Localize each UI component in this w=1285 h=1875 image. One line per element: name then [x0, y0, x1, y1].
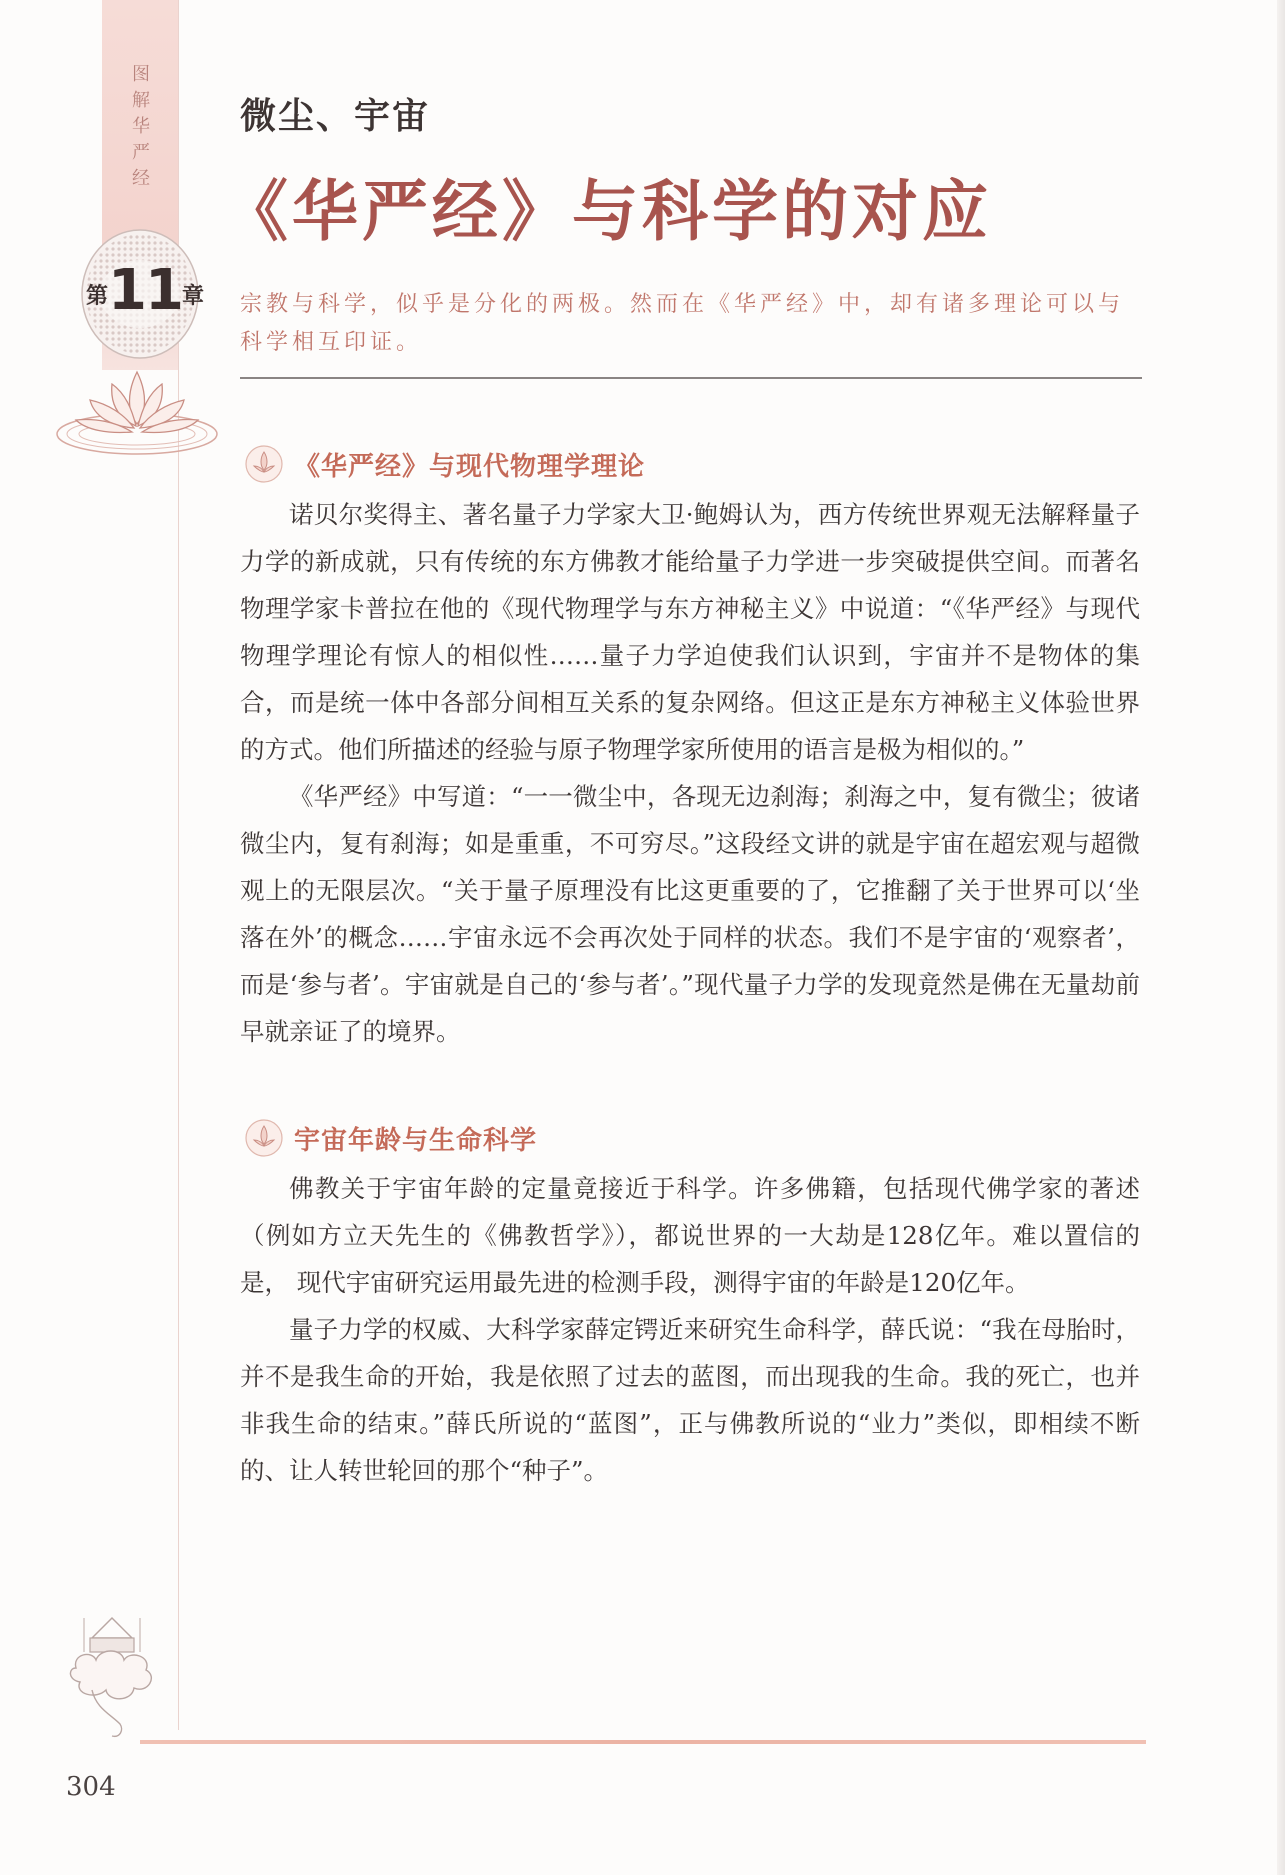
- lotus-bullet-icon: [244, 1118, 284, 1158]
- chapter-prefix: 第: [86, 284, 109, 309]
- header-divider: [240, 377, 1142, 379]
- chapter-number: 11: [108, 258, 182, 323]
- chapter-suffix: 章: [181, 284, 204, 309]
- chapter-label: [86, 258, 204, 323]
- paragraph: 《华严经》中写道：“一一微尘中，各现无边刹海；刹海之中，复有微尘；彼诸微尘内，复有刹海；如是重重，不可穷尽。”这段经文讲的就是宇宙在超宏观与超微观上的无限层次。“关于量子原理没有比这更重要的了，它推翻了关于世界可以‘坐落在外’的概念……宇宙永远不会再次处于同样的状态。我们不是宇宙的‘观察者’，而是‘参与者’。宇宙就是自己的‘参与者’。”现代量子力学的发现竟然是佛在无量劫前早就亲证了的境界。: [240, 782, 1140, 1046]
- section-heading-physics: [244, 444, 645, 484]
- temple-cloud-icon: [62, 1598, 162, 1748]
- paragraph: 诺贝尔奖得主、著名量子力学家大卫·鲍姆认为，西方传统世界观无法解释量子力学的新成就，只有传统的东方佛教才能给量子力学进一步突破提供空间。而著名物理学家卡普拉在他的《现代物理学与东方神秘主义》中说道：“《华严经》与现代物理学理论有惊人的相似性……量子力学迫使我们认识到，宇宙并不是物体的集合，而是统一体中各部分间相互关系的复杂网络。但这正是东方神秘主义体验世界的方式。他们所描述的经验与原子物理学家所使用的语言是极为相似的。”: [240, 500, 1140, 764]
- paragraph: 佛教关于宇宙年龄的定量竟接近于科学。许多佛籍，包括现代佛学家的著述（例如方立天先生的《佛教哲学》），都说世界的一大劫是128亿年。难以置信的是， 现代宇宙研究运用最先进的检测手段，测得宇宙的年龄是120亿年。: [240, 1174, 1140, 1297]
- lotus-bullet-icon: [244, 444, 284, 484]
- section-heading-text: 宇宙年龄与生命科学: [294, 1125, 538, 1156]
- paragraph: 量子力学的权威、大科学家薛定锷近来研究生命科学，薛氏说：“我在母胎时，并不是我生命的开始，我是依照了过去的蓝图，而出现我的生命。我的死亡，也并非我生命的结束。”薛氏所说的“蓝图”，正与佛教所说的“业力”类似，即相续不断的、让人转世轮回的那个“种子”。: [240, 1315, 1140, 1485]
- chapter-intro: 宗教与科学，似乎是分化的两极。然而在《华严经》中，却有诸多理论可以与科学相互印证。: [240, 292, 1125, 355]
- section-heading-cosmology: [244, 1118, 537, 1158]
- page-edge: [1277, 0, 1285, 1875]
- section-body-physics: [240, 491, 1140, 1055]
- footer-divider: [140, 1740, 1146, 1744]
- page-subtitle: 微尘、宇宙: [240, 95, 431, 137]
- page-number: 304: [66, 1772, 116, 1802]
- lotus-icon: [52, 362, 222, 472]
- series-title: 图解华严经: [132, 64, 150, 189]
- section-heading-text: 《华严经》与现代物理学理论: [294, 451, 646, 482]
- section-body-cosmology: [240, 1165, 1140, 1494]
- page-title: 《华严经》与科学的对应: [222, 173, 992, 250]
